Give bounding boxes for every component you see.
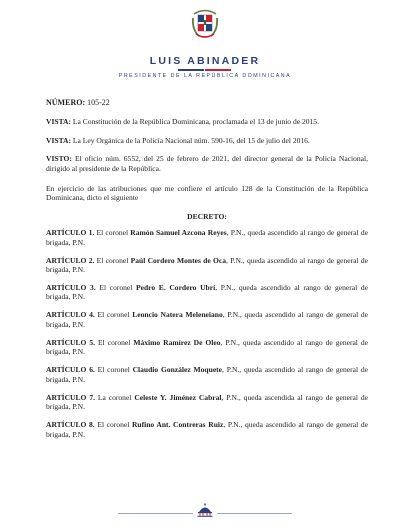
article-officer-name: Rufino Ant. Contreras Ruiz: [131, 420, 224, 430]
palace-dome-icon: [195, 503, 215, 517]
decree-body: [46, 98, 368, 448]
decree-number: [46, 98, 368, 107]
article-pre: El coronel: [94, 228, 131, 238]
coat-of-arms-icon: [191, 6, 219, 42]
article-officer-name: Leoncio Natera Meleneiano: [132, 310, 223, 320]
article-label: ARTÍCULO 7.: [46, 392, 95, 402]
article-post: , P.N., queda ascendido al rango de general de brigada, P.N.: [46, 283, 368, 302]
article-officer-name: Pedro E. Cordero Ubrí: [136, 283, 216, 293]
footer-rule-left: [118, 513, 193, 514]
article-post: , P.N., queda ascendido al rango de general de brigada, P.N.: [46, 365, 369, 384]
article: [46, 338, 368, 357]
article-post: , P.N., queda ascendida al rango de general de brigada, P.N.: [46, 392, 368, 412]
visto-text: La Ley Orgánica de la Policía Nacional núm. 590-16, del 15 de julio del 2016.: [71, 135, 310, 145]
visto-label: VISTO:: [46, 154, 72, 164]
article: [46, 393, 368, 412]
article-label: ARTÍCULO 4.: [46, 310, 95, 320]
footer-rule-right: [217, 513, 292, 514]
article-label: ARTÍCULO 8.: [46, 420, 95, 430]
article-post: , P.N., queda ascendido al rango de general de brigada, P.N.: [46, 228, 369, 247]
visto-text: La Constitución de la República Dominicana, proclamada el 13 de junio de 2015.: [71, 117, 319, 127]
decree-number-value: 105-22: [87, 98, 110, 107]
article-label: ARTÍCULO 6.: [46, 365, 95, 375]
article-officer-name: Máximo Ramírez De Oleo: [133, 337, 221, 347]
article-label: ARTÍCULO 3.: [46, 283, 96, 293]
article: [46, 283, 368, 302]
article-officer-name: Celeste Y. Jiménez Cabral: [134, 392, 222, 402]
article-pre: El coronel: [94, 365, 133, 375]
article-post: , P.N., queda ascendido al rango de general de brigada, P.N.: [46, 420, 369, 439]
visto-paragraph: [46, 117, 368, 126]
article-label: ARTÍCULO 1.: [46, 228, 95, 238]
article-label: ARTÍCULO 5.: [46, 337, 96, 347]
visto-paragraph: [46, 136, 368, 145]
decreto-heading: DECRETO:: [187, 211, 227, 221]
president-title: PRESIDENTE DE LA REPÚBLICA DOMINICANA: [118, 73, 292, 79]
article: [46, 310, 368, 329]
article-pre: El coronel: [95, 283, 136, 293]
article: [46, 420, 368, 439]
visto-paragraph: [46, 154, 368, 173]
article-officer-name: Ramón Samuel Azcona Reyes: [130, 228, 227, 238]
article-post: , P.N., queda ascendido al rango de general de brigada, P.N.: [46, 337, 369, 357]
decree-number-label: NÚMERO:: [46, 98, 86, 107]
letterhead-rule-red: [205, 69, 231, 71]
article-pre: El coronel: [94, 420, 132, 430]
article-officer-name: Claudio González Moquete: [132, 365, 223, 375]
article-label: ARTÍCULO 2.: [46, 255, 95, 265]
article-post: , P.N., queda ascendido al rango de general de brigada, P.N.: [46, 310, 368, 329]
article-pre: El coronel: [94, 310, 133, 320]
letterhead-rule-blue: [178, 69, 204, 71]
page-footer: [0, 503, 410, 523]
article-pre: El coronel: [95, 337, 134, 347]
visto-label: VISTA:: [46, 135, 72, 145]
preamble: En ejercicio de las atribuciones que me confiere el artículo 128 de la Constitución de la República Dominicana, dicto el siguiente: [46, 184, 368, 203]
article-officer-name: Paúl Cordero Montes de Oca: [130, 255, 227, 265]
article-pre: El coronel: [94, 255, 131, 265]
article-post: , P.N., queda ascendido al rango de general de brigada, P.N.: [46, 255, 369, 275]
article: [46, 228, 368, 247]
visto-label: VISTA:: [46, 117, 72, 127]
visto-text: El oficio núm. 6552, del 25 de febrero de 2021, del director general de la Policía Nacional, dirigido al presidente de la República.: [46, 154, 368, 173]
article: [46, 365, 368, 384]
president-name: LUIS ABINADER: [149, 55, 261, 67]
article-pre: La coronel: [94, 392, 135, 402]
article: [46, 256, 368, 275]
